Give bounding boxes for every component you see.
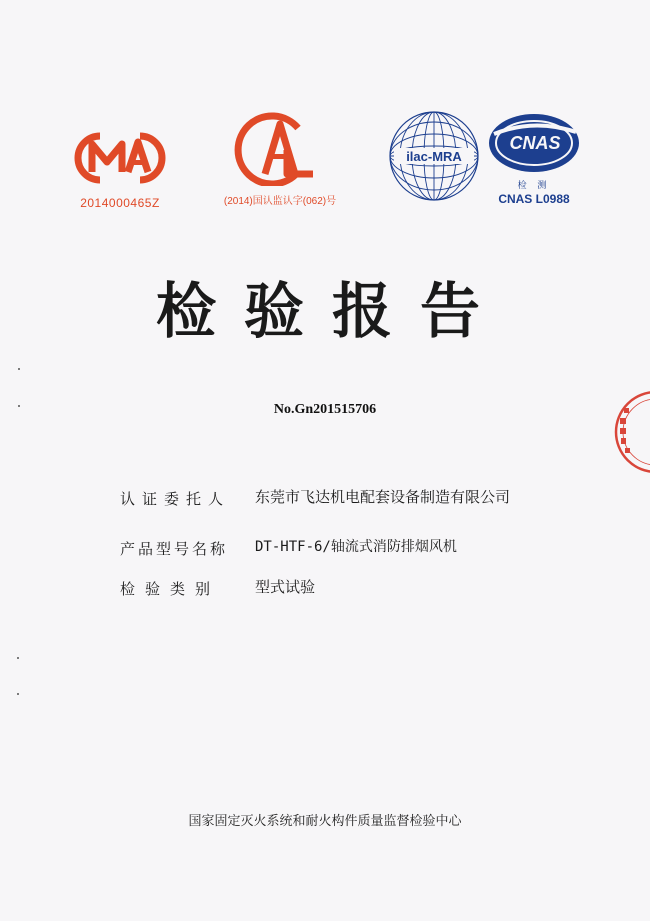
- cal-number: (2014)国认监认字(062)号: [223, 196, 337, 207]
- report-title: 检验报告: [156, 277, 508, 347]
- red-seal-stamp: [612, 388, 650, 476]
- svg-text:ilac-MRA: ilac-MRA: [406, 149, 462, 164]
- binding-mark: [17, 657, 19, 659]
- field-label: 产品型号名称: [120, 540, 229, 558]
- cma-logo: [70, 128, 170, 210]
- cnas-subtitle: 检 测: [517, 181, 551, 191]
- binding-mark: [18, 368, 20, 370]
- field-label: 检验类别: [120, 580, 221, 598]
- cnas-logo: [484, 110, 584, 206]
- issuing-organization: 国家固定灭火系统和耐火构件质量监督检验中心: [188, 814, 462, 829]
- svg-text:CNAS: CNAS: [509, 133, 561, 153]
- cma-mark-icon: [70, 128, 170, 188]
- binding-mark: [18, 405, 20, 407]
- field-value: 东莞市飞达机电配套设备制造有限公司: [255, 488, 511, 506]
- cma-number: 2014000465Z: [80, 196, 160, 210]
- cnas-number: CNAS L0988: [498, 192, 570, 206]
- field-value: DT-HTF-6/轴流式消防排烟风机: [255, 539, 457, 555]
- field-label: 认证委托人: [120, 490, 231, 508]
- ilac-globe-icon: [388, 110, 480, 206]
- binding-mark: [17, 693, 19, 695]
- report-number: No.Gn201515706: [273, 402, 377, 417]
- cal-mark-icon: [205, 112, 355, 186]
- cal-logo: [205, 112, 355, 207]
- ilac-mra-logo: [388, 110, 480, 210]
- cnas-mark-icon: [484, 110, 584, 174]
- field-value: 型式试验: [255, 578, 316, 596]
